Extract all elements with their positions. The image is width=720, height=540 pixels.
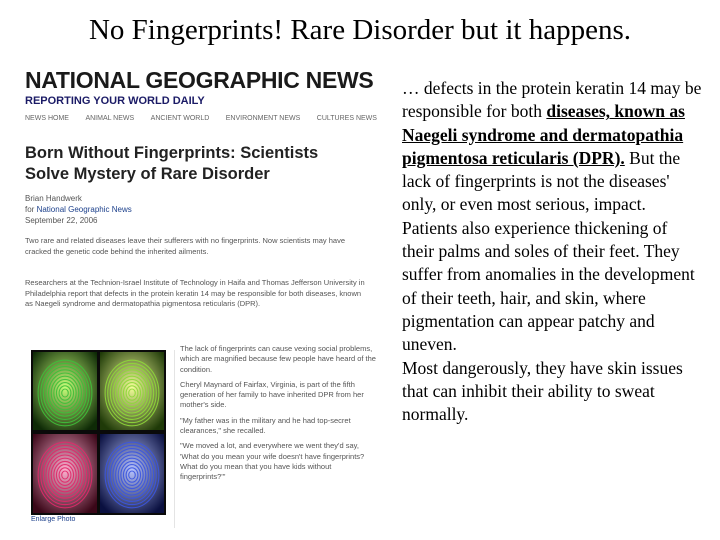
sidebar-paragraph-2: Cheryl Maynard of Fairfax, Virginia, is part of the fifth generation of her family to have inherited DPR from her mother's side. [180, 379, 364, 410]
article-source-link[interactable]: National Geographic News [36, 205, 132, 214]
body-paragraph-1 [402, 77, 702, 217]
article-source-prefix: for [25, 205, 37, 214]
slide-title: No Fingerprints! Rare Disorder but it happens. [88, 14, 632, 46]
nav-item-news-home[interactable]: NEWS HOME [25, 115, 69, 122]
body-impact-text: But the lack of fingerprints is not the diseases' only, or even most serious, impact. [402, 147, 681, 215]
news-brand-logo: NATIONAL GEOGRAPHIC NEWS [25, 67, 374, 93]
news-tagline: REPORTING YOUR WORLD DAILY [25, 95, 205, 107]
article-headline [25, 143, 318, 185]
article-intro-paragraph: Two rare and related diseases leave their sufferers with no fingerprints. Now scientists may have cracked the genetic code behind the inherited ailments. [25, 236, 346, 256]
article-author: Brian Handwerk [25, 194, 82, 203]
nav-item-animal-news[interactable]: ANIMAL NEWS [85, 115, 135, 122]
article-sidebar-text [180, 344, 376, 488]
sidebar-paragraph-1: The lack of fingerprints can cause vexing social problems, which are magnified because few people have heard of the condition. [180, 344, 376, 374]
article-headline-line1: Born Without Fingerprints: Scientists [25, 144, 319, 162]
body-intro-text: … defects in the protein keratin 14 may be responsible for both [402, 78, 702, 122]
sidebar-paragraph-4: "We moved a lot, and everywhere we went they'd say, 'What do you mean your wife doesn't have fingerprints? What do you mean that you have kids without fingerprints?'" [180, 441, 365, 482]
article-source-line [25, 204, 132, 215]
fingerprint-photo[interactable] [31, 350, 166, 515]
nav-item-environment-news[interactable]: ENVIRONMENT NEWS [225, 115, 301, 122]
article-date: September 22, 2006 [25, 216, 98, 225]
enlarge-photo-link[interactable]: Enlarge Photo [31, 516, 76, 523]
body-paragraph-3: Most dangerously, they have skin issues that can inhibit their ability to sweat normally. [402, 357, 683, 425]
news-nav-bar [25, 115, 377, 122]
sidebar-paragraph-3: "My father was in the military and he had top-secret clearances," she recalled. [180, 415, 351, 436]
nav-item-ancient-world[interactable]: ANCIENT WORLD [150, 115, 210, 122]
article-research-paragraph: Researchers at the Technion-Israel Institute of Technology in Haifa and Thomas Jefferson University in Philadelphia report that defects in the protein keratin 14 may be responsible for both diseases, known as Naegeli syndrome and dermatopathia pigmentosa reticularis (DPR). [25, 278, 365, 309]
body-disease-names: diseases, known as Naegeli syndrome and dermatopathia pigmentosa reticularis (DPR). [402, 101, 685, 168]
column-divider [174, 350, 175, 528]
slide-body-text [402, 77, 702, 426]
news-clipping [22, 60, 380, 530]
article-headline-line2: Solve Mystery of Rare Disorder [25, 165, 270, 183]
body-paragraph-2: Patients also experience thickening of their palms and soles of their feet. They suffer from anomalies in the development of their teeth, hair, and skin, where pigmentation can appear patchy and uneven. [402, 217, 695, 355]
article-byline [25, 193, 132, 226]
nav-item-cultures-news[interactable]: CULTURES NEWS [316, 115, 377, 122]
